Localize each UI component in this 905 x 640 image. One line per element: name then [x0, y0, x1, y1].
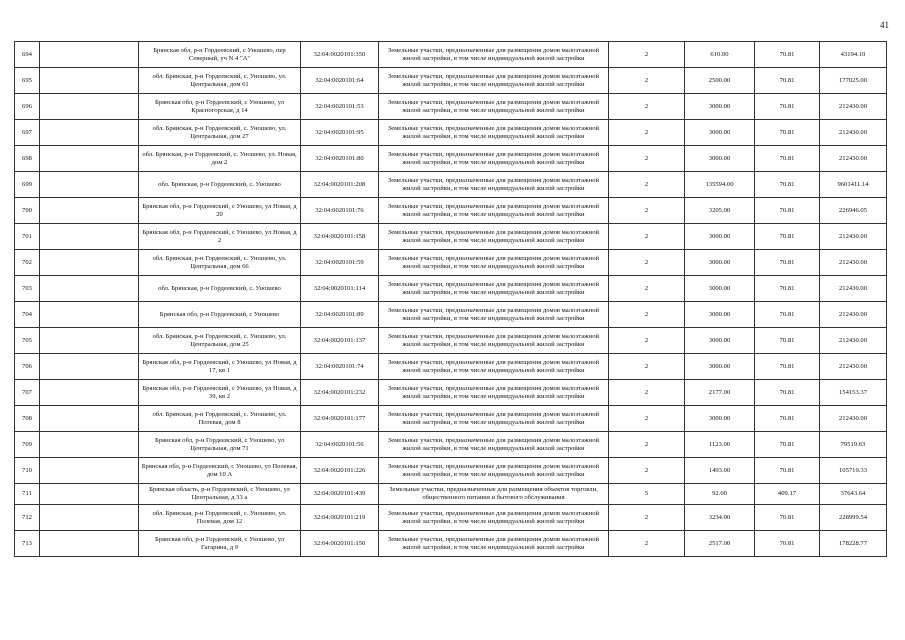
area-cell: 2517.00	[685, 531, 755, 557]
row-number-cell: 705	[15, 328, 40, 354]
land-use-cell: Земельные участки, предназначенные для размещения домов малоэтажной жилой застройки, в том числе индивидуальной жилой застройки	[379, 120, 609, 146]
address-cell: обл. Брянская, р-н Гордеевский, с. Уношево, ул. Центральная, дом 27	[139, 120, 301, 146]
group-cell: 2	[609, 458, 685, 484]
row-number-cell: 707	[15, 380, 40, 406]
cadastral-number-cell: 32:04:0020101:56	[301, 432, 379, 458]
address-cell: Брянская обл, р-н Гордеевский, с Уношево, ул Новая, д 2	[139, 224, 301, 250]
group-cell: 2	[609, 224, 685, 250]
address-cell: Брянская обл, р-н Гордеевский, с Уношево, пер Северный, уч N 4 "А"	[139, 42, 301, 68]
cadastral-value-cell: 43194.10	[820, 42, 887, 68]
table-row	[15, 68, 887, 94]
area-cell: 3000.00	[685, 406, 755, 432]
group-cell: 2	[609, 406, 685, 432]
cadastral-number-cell: 32:04:0020101:208	[301, 172, 379, 198]
group-cell: 2	[609, 198, 685, 224]
address-cell: Брянская обл, р-н Гордеевский, с Уношево, ул Новая, д 39, кв 2	[139, 380, 301, 406]
row-number-cell: 700	[15, 198, 40, 224]
empty-cell	[40, 531, 139, 557]
row-number-cell: 712	[15, 505, 40, 531]
cadastral-value-cell: 212430.00	[820, 276, 887, 302]
empty-cell	[40, 432, 139, 458]
table-row	[15, 250, 887, 276]
address-cell: Брянская обл, р-н Гордеевский, с Уношево, ул Гагарина, д 9	[139, 531, 301, 557]
area-cell: 3205.00	[685, 198, 755, 224]
cadastral-number-cell: 32:04:0020101:59	[301, 250, 379, 276]
land-use-cell: Земельные участки, предназначенные для размещения домов малоэтажной жилой застройки, в том числе индивидуальной жилой застройки	[379, 146, 609, 172]
row-number-cell: 704	[15, 302, 40, 328]
area-cell: 3000.00	[685, 146, 755, 172]
row-number-cell: 696	[15, 94, 40, 120]
area-cell: 2500.00	[685, 68, 755, 94]
address-cell: Брянская область, р-н Гордеевский, с Уношево, ул Центральная, д 33 а	[139, 484, 301, 505]
address-cell: обл. Брянская, р-н Гордеевский, с. Уношево, ул. Центральная, дом 66	[139, 250, 301, 276]
row-number-cell: 699	[15, 172, 40, 198]
table-row	[15, 380, 887, 406]
cadastral-value-cell: 79519.63	[820, 432, 887, 458]
cadastral-value-cell: 9601411.14	[820, 172, 887, 198]
area-cell: 3000.00	[685, 120, 755, 146]
land-use-cell: Земельные участки, предназначенные для размещения домов малоэтажной жилой застройки, в том числе индивидуальной жилой застройки	[379, 276, 609, 302]
land-use-cell: Земельные участки, предназначенные для размещения объектов торговли, общественного питания и бытового обслуживания	[379, 484, 609, 505]
empty-cell	[40, 68, 139, 94]
rate-cell: 70.81	[755, 380, 820, 406]
row-number-cell: 711	[15, 484, 40, 505]
cadastral-number-cell: 32:04:0020101:439	[301, 484, 379, 505]
cadastral-number-cell: 32:04:0020101:89	[301, 302, 379, 328]
cadastral-value-cell: 212430.00	[820, 250, 887, 276]
row-number-cell: 703	[15, 276, 40, 302]
land-use-cell: Земельные участки, предназначенные для размещения домов малоэтажной жилой застройки, в том числе индивидуальной жилой застройки	[379, 432, 609, 458]
table-row	[15, 354, 887, 380]
table-row	[15, 276, 887, 302]
land-use-cell: Земельные участки, предназначенные для размещения домов малоэтажной жилой застройки, в том числе индивидуальной жилой застройки	[379, 250, 609, 276]
empty-cell	[40, 224, 139, 250]
group-cell: 2	[609, 94, 685, 120]
table-row	[15, 42, 887, 68]
land-use-cell: Земельные участки, предназначенные для размещения домов малоэтажной жилой застройки, в том числе индивидуальной жилой застройки	[379, 42, 609, 68]
group-cell: 2	[609, 276, 685, 302]
cadastral-number-cell: 32:04:0020101:232	[301, 380, 379, 406]
empty-cell	[40, 276, 139, 302]
area-cell: 3000.00	[685, 276, 755, 302]
group-cell: 5	[609, 484, 685, 505]
rate-cell: 70.81	[755, 531, 820, 557]
address-cell: обл. Брянская, р-н Гордеевский, с. Уношево, ул. Полевая, дом 12	[139, 505, 301, 531]
rate-cell: 409.17	[755, 484, 820, 505]
area-cell: 3000.00	[685, 302, 755, 328]
address-cell: Брянская обл, р-н Гордеевский, с Уношево, ул Новая, д 17, кв 1	[139, 354, 301, 380]
row-number-cell: 710	[15, 458, 40, 484]
rate-cell: 70.81	[755, 276, 820, 302]
row-number-cell: 694	[15, 42, 40, 68]
land-use-cell: Земельные участки, предназначенные для размещения домов малоэтажной жилой застройки, в том числе индивидуальной жилой застройки	[379, 172, 609, 198]
table-body	[15, 42, 887, 557]
cadastral-number-cell: 32:04:0020101:350	[301, 42, 379, 68]
table-row	[15, 198, 887, 224]
cadastral-value-cell: 212430.00	[820, 224, 887, 250]
land-use-cell: Земельные участки, предназначенные для размещения домов малоэтажной жилой застройки, в том числе индивидуальной жилой застройки	[379, 94, 609, 120]
rate-cell: 70.81	[755, 406, 820, 432]
land-use-cell: Земельные участки, предназначенные для размещения домов малоэтажной жилой застройки, в том числе индивидуальной жилой застройки	[379, 68, 609, 94]
page-number: 41	[880, 20, 889, 30]
empty-cell	[40, 354, 139, 380]
cadastral-value-cell: 178228.77	[820, 531, 887, 557]
group-cell: 2	[609, 302, 685, 328]
cadastral-number-cell: 32:04:0020101:76	[301, 198, 379, 224]
cadastral-number-cell: 32:04:0020101:177	[301, 406, 379, 432]
row-number-cell: 708	[15, 406, 40, 432]
table-row	[15, 146, 887, 172]
cadastral-value-cell: 212430.00	[820, 354, 887, 380]
rate-cell: 70.81	[755, 146, 820, 172]
row-number-cell: 713	[15, 531, 40, 557]
group-cell: 2	[609, 172, 685, 198]
rate-cell: 70.81	[755, 328, 820, 354]
empty-cell	[40, 94, 139, 120]
address-cell: обл. Брянская, р-н Гордеевский, с. Уношево, ул. Центральная, дом 61	[139, 68, 301, 94]
area-cell: 3000.00	[685, 224, 755, 250]
rate-cell: 70.81	[755, 42, 820, 68]
empty-cell	[40, 302, 139, 328]
address-cell: обл. Брянская, р-н Гордеевский, с. Уношево, ул. Центральная, дом 25	[139, 328, 301, 354]
area-cell: 2177.00	[685, 380, 755, 406]
cadastral-value-cell: 212430.00	[820, 120, 887, 146]
table-row	[15, 484, 887, 505]
land-use-cell: Земельные участки, предназначенные для размещения домов малоэтажной жилой застройки, в том числе индивидуальной жилой застройки	[379, 505, 609, 531]
cadastral-number-cell: 32:04:0020101:226	[301, 458, 379, 484]
land-use-cell: Земельные участки, предназначенные для размещения домов малоэтажной жилой застройки, в том числе индивидуальной жилой застройки	[379, 458, 609, 484]
group-cell: 2	[609, 42, 685, 68]
rate-cell: 70.81	[755, 198, 820, 224]
rate-cell: 70.81	[755, 458, 820, 484]
area-cell: 1493.00	[685, 458, 755, 484]
cadastral-number-cell: 32:04:0020101:158	[301, 224, 379, 250]
empty-cell	[40, 146, 139, 172]
group-cell: 2	[609, 505, 685, 531]
land-use-cell: Земельные участки, предназначенные для размещения домов малоэтажной жилой застройки, в том числе индивидуальной жилой застройки	[379, 198, 609, 224]
empty-cell	[40, 198, 139, 224]
table-row	[15, 531, 887, 557]
row-number-cell: 698	[15, 146, 40, 172]
cadastral-number-cell: 32:04:0020101:219	[301, 505, 379, 531]
land-use-cell: Земельные участки, предназначенные для размещения домов малоэтажной жилой застройки, в том числе индивидуальной жилой застройки	[379, 328, 609, 354]
row-number-cell: 695	[15, 68, 40, 94]
area-cell: 135594.00	[685, 172, 755, 198]
rate-cell: 70.81	[755, 302, 820, 328]
area-cell: 3000.00	[685, 250, 755, 276]
empty-cell	[40, 42, 139, 68]
cadastral-number-cell: 32:04:0020101:95	[301, 120, 379, 146]
table-row	[15, 224, 887, 250]
land-registry-table	[14, 41, 887, 557]
table-row	[15, 120, 887, 146]
address-cell: Брянская обл, р-н Гордеевский, с Уношево, ул Полевая, дом 10 А	[139, 458, 301, 484]
row-number-cell: 702	[15, 250, 40, 276]
area-cell: 3000.00	[685, 328, 755, 354]
table-row	[15, 458, 887, 484]
address-cell: Брянская обл, р-н Гордеевский, с Уношево, ул Центральная, дом 71	[139, 432, 301, 458]
empty-cell	[40, 172, 139, 198]
table-row	[15, 505, 887, 531]
row-number-cell: 701	[15, 224, 40, 250]
rate-cell: 70.81	[755, 354, 820, 380]
address-cell: обл. Брянская, р-н Гордеевский, с. Уношево	[139, 172, 301, 198]
cadastral-number-cell: 32:04:0020101:53	[301, 94, 379, 120]
empty-cell	[40, 484, 139, 505]
cadastral-value-cell: 226946.05	[820, 198, 887, 224]
cadastral-number-cell: 32:04:0020101:114	[301, 276, 379, 302]
cadastral-number-cell: 32:04:0020101:74	[301, 354, 379, 380]
rate-cell: 70.81	[755, 68, 820, 94]
empty-cell	[40, 328, 139, 354]
cadastral-number-cell: 32:04:0020101:150	[301, 531, 379, 557]
group-cell: 2	[609, 354, 685, 380]
area-cell: 92.00	[685, 484, 755, 505]
area-cell: 1123.00	[685, 432, 755, 458]
table-row	[15, 328, 887, 354]
empty-cell	[40, 380, 139, 406]
rate-cell: 70.81	[755, 224, 820, 250]
table-row	[15, 406, 887, 432]
area-cell: 3000.00	[685, 94, 755, 120]
land-use-cell: Земельные участки, предназначенные для размещения домов малоэтажной жилой застройки, в том числе индивидуальной жилой застройки	[379, 302, 609, 328]
group-cell: 2	[609, 250, 685, 276]
table-row	[15, 432, 887, 458]
table-row	[15, 94, 887, 120]
area-cell: 3234.00	[685, 505, 755, 531]
cadastral-value-cell: 177025.00	[820, 68, 887, 94]
row-number-cell: 709	[15, 432, 40, 458]
cadastral-value-cell: 212430.00	[820, 302, 887, 328]
rate-cell: 70.81	[755, 505, 820, 531]
cadastral-number-cell: 32:04:0020101:137	[301, 328, 379, 354]
cadastral-value-cell: 105719.33	[820, 458, 887, 484]
group-cell: 2	[609, 531, 685, 557]
cadastral-value-cell: 228999.54	[820, 505, 887, 531]
group-cell: 2	[609, 380, 685, 406]
table-row	[15, 172, 887, 198]
land-use-cell: Земельные участки, предназначенные для размещения домов малоэтажной жилой застройки, в том числе индивидуальной жилой застройки	[379, 406, 609, 432]
rate-cell: 70.81	[755, 250, 820, 276]
land-use-cell: Земельные участки, предназначенные для размещения домов малоэтажной жилой застройки, в том числе индивидуальной жилой застройки	[379, 531, 609, 557]
address-cell: обл. Брянская, р-н Гордеевский, с. Уношево, ул. Новая, дом 2	[139, 146, 301, 172]
empty-cell	[40, 120, 139, 146]
land-use-cell: Земельные участки, предназначенные для размещения домов малоэтажной жилой застройки, в том числе индивидуальной жилой застройки	[379, 354, 609, 380]
rate-cell: 70.81	[755, 120, 820, 146]
address-cell: обл. Брянская, р-н Гордеевский, с. Уношево	[139, 276, 301, 302]
address-cell: Брянская обл, р-н Гордеевский, с Уношево, ул Красногорская, д 14	[139, 94, 301, 120]
table-row	[15, 302, 887, 328]
empty-cell	[40, 458, 139, 484]
rate-cell: 70.81	[755, 432, 820, 458]
cadastral-value-cell: 212430.00	[820, 94, 887, 120]
cadastral-value-cell: 212430.00	[820, 146, 887, 172]
row-number-cell: 706	[15, 354, 40, 380]
row-number-cell: 697	[15, 120, 40, 146]
area-cell: 3000.00	[685, 354, 755, 380]
group-cell: 2	[609, 328, 685, 354]
cadastral-value-cell: 212430.00	[820, 406, 887, 432]
address-cell: обл. Брянская, р-н Гордеевский, с. Уношево, ул. Полевая, дом 8	[139, 406, 301, 432]
empty-cell	[40, 406, 139, 432]
area-cell: 610.00	[685, 42, 755, 68]
group-cell: 2	[609, 146, 685, 172]
land-use-cell: Земельные участки, предназначенные для размещения домов малоэтажной жилой застройки, в том числе индивидуальной жилой застройки	[379, 224, 609, 250]
land-use-cell: Земельные участки, предназначенные для размещения домов малоэтажной жилой застройки, в том числе индивидуальной жилой застройки	[379, 380, 609, 406]
cadastral-number-cell: 32:04:0020101:64	[301, 68, 379, 94]
address-cell: Брянская обл, р-н Гордеевский, с Уношево	[139, 302, 301, 328]
rate-cell: 70.81	[755, 172, 820, 198]
address-cell: Брянская обл, р-н Гордеевский, с Уношево, ул Новая, д 20	[139, 198, 301, 224]
group-cell: 2	[609, 68, 685, 94]
cadastral-value-cell: 154153.37	[820, 380, 887, 406]
group-cell: 2	[609, 432, 685, 458]
empty-cell	[40, 505, 139, 531]
group-cell: 2	[609, 120, 685, 146]
rate-cell: 70.81	[755, 94, 820, 120]
cadastral-number-cell: 32:04:0020101:80	[301, 146, 379, 172]
cadastral-value-cell: 37643.64	[820, 484, 887, 505]
empty-cell	[40, 250, 139, 276]
cadastral-value-cell: 212430.00	[820, 328, 887, 354]
